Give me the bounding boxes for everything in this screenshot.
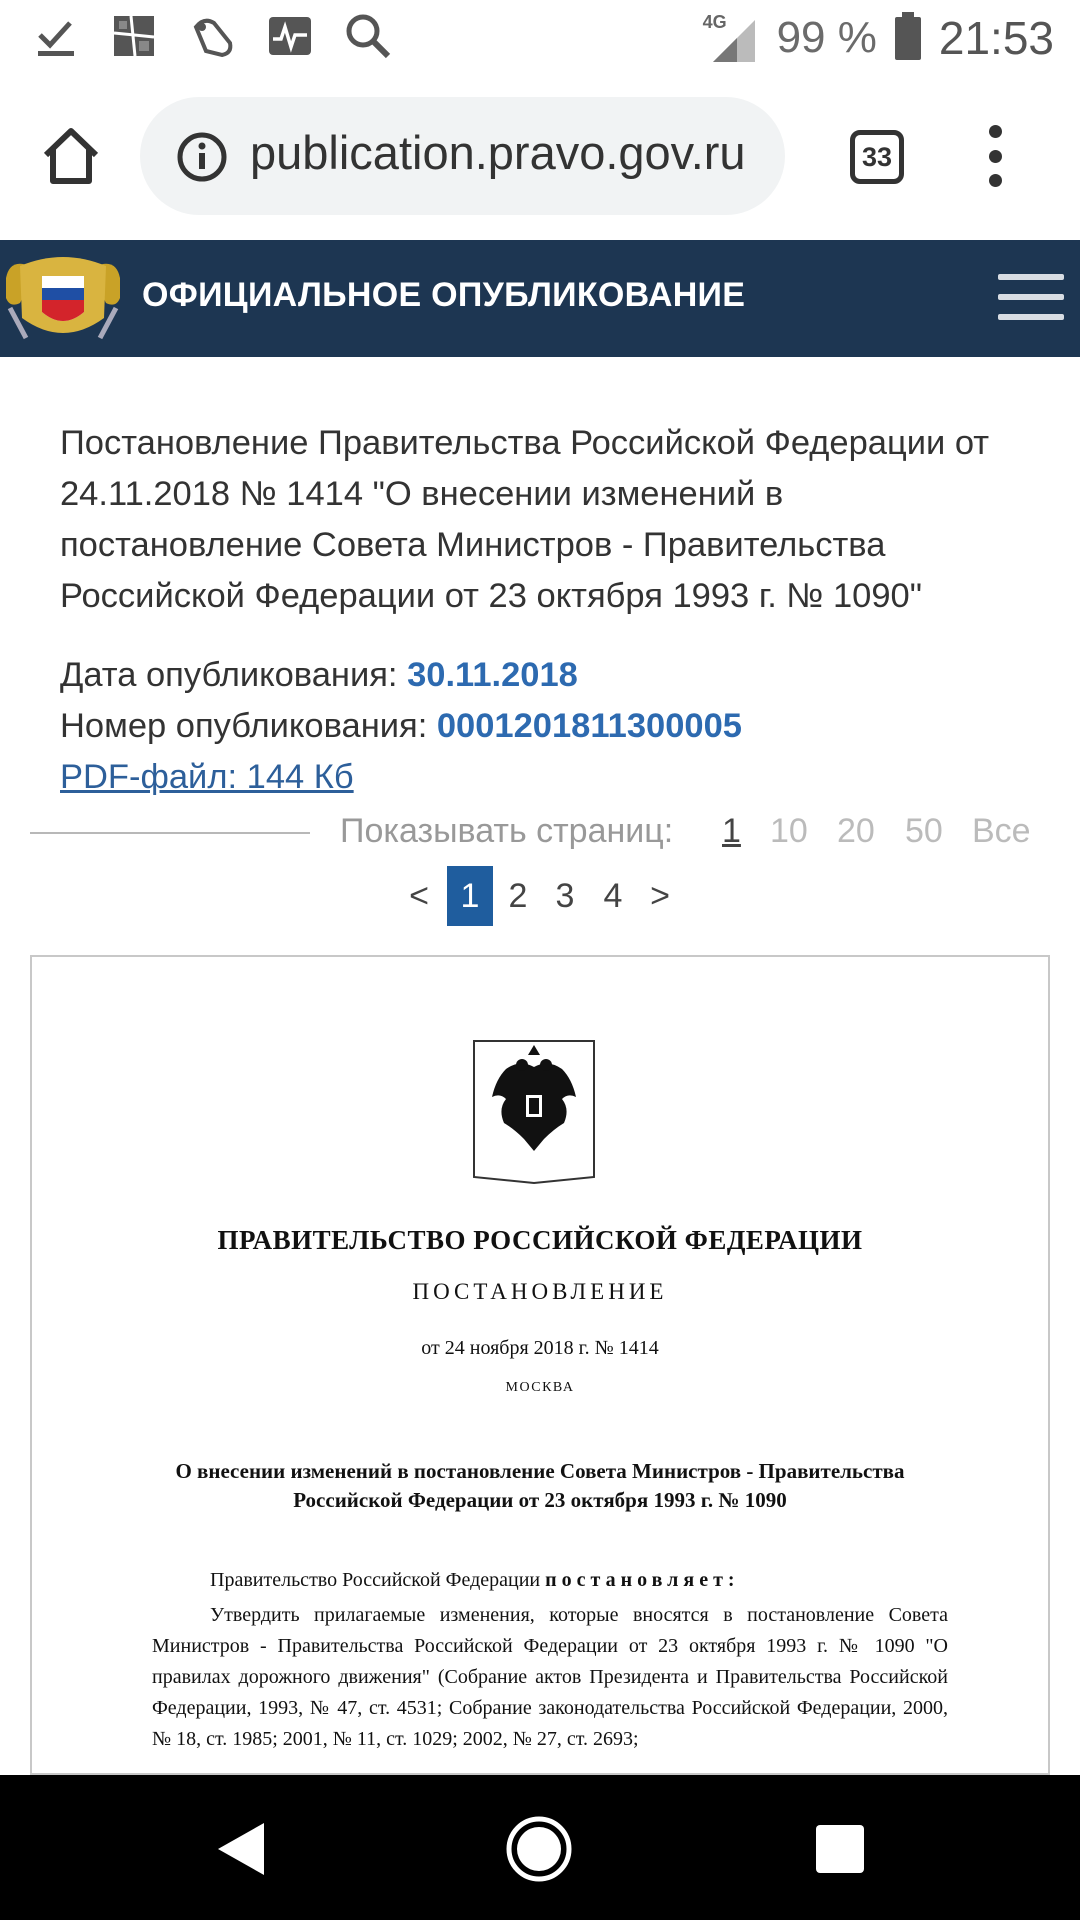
collage-icon <box>110 10 158 62</box>
home-nav-button[interactable] <box>505 1815 573 1883</box>
home-button[interactable] <box>40 125 102 187</box>
url-text[interactable]: publication.pravo.gov.ru <box>250 126 746 179</box>
back-button[interactable] <box>212 1819 272 1879</box>
pages-option-50[interactable]: 50 <box>905 812 943 850</box>
signal-icon <box>703 12 759 64</box>
preview-document-type: ПОСТАНОВЛЕНИЕ <box>412 1279 668 1304</box>
site-logo-emblem-icon[interactable] <box>0 248 126 348</box>
clock: 21:53 <box>938 12 1054 64</box>
preview-preamble-bold: постановляет: <box>545 1569 740 1591</box>
pager-page-2[interactable]: 2 <box>508 877 528 915</box>
publication-number <box>60 707 742 746</box>
pagination <box>0 866 1080 926</box>
coat-of-arms-icon <box>472 1039 596 1184</box>
home-icon <box>40 125 102 187</box>
browser-toolbar <box>0 75 1080 240</box>
hamburger-line-icon <box>998 314 1064 320</box>
site-title[interactable]: ОФИЦИАЛЬНОЕ ОПУБЛИКОВАНИЕ <box>142 276 746 314</box>
pages-option-10[interactable]: 10 <box>770 812 808 850</box>
pdf-download-link[interactable]: PDF-файл: 144 Кб <box>60 758 354 796</box>
publication-date <box>60 656 578 695</box>
back-triangle-icon <box>212 1819 272 1879</box>
pages-per-view-label: Показывать страниц: <box>340 812 674 850</box>
menu-dot-icon <box>989 125 1002 138</box>
preview-preamble-text: Правительство Российской Федерации <box>210 1569 546 1591</box>
publication-number-label: Номер опубликования: <box>60 707 437 745</box>
menu-dot-icon <box>989 174 1002 187</box>
status-bar <box>0 0 1080 75</box>
tab-switcher-button[interactable]: 33 <box>850 130 904 184</box>
preview-date-line: от 24 ноября 2018 г. № 1414 <box>421 1337 659 1359</box>
info-icon[interactable] <box>176 131 228 183</box>
address-bar[interactable] <box>140 97 785 215</box>
touch-icon <box>188 10 236 62</box>
network-type: 4G <box>702 12 727 32</box>
pages-per-view-selector <box>30 805 1050 861</box>
hamburger-line-icon <box>998 294 1064 300</box>
divider <box>30 832 310 834</box>
preview-body-text: Утвердить прилагаемые изменения, которые вносятся в постановление Совета Министров - Правительства Российской Федерации от 23 октября 1993 г. № 1090 "О правилах дорожного движения" (Собрание актов Президента и Правительства Российской Федерации, 1993, № 47, ст. 4531; Собрание законодательства Российской Федерации, 2000, № 18, ст. 1985; 2001, № 11, ст. 1029; 2002, № 27, ст. 2693; <box>152 1604 948 1750</box>
pager-next-button[interactable]: > <box>650 877 670 915</box>
search-icon <box>344 10 392 62</box>
battery-icon <box>895 12 921 65</box>
pager-page-4[interactable]: 4 <box>603 877 623 915</box>
home-circle-icon <box>505 1815 573 1883</box>
document-title: Постановление Правительства Российской Федерации от 24.11.2018 № 1414 "О внесении изменений в постановление Совета Министров - Правительства Российской Федерации от 23 октября 1993 г. № 1090" <box>60 424 990 615</box>
system-navigation-bar <box>0 1775 1080 1920</box>
preview-government-title: ПРАВИТЕЛЬСТВО РОССИЙСКОЙ ФЕДЕРАЦИИ <box>217 1225 863 1255</box>
document-page-preview[interactable] <box>30 955 1050 1775</box>
hamburger-line-icon <box>998 274 1064 280</box>
check-icon <box>32 10 80 62</box>
publication-date-label: Дата опубликования: <box>60 656 408 694</box>
publication-date-value: 30.11.2018 <box>407 656 578 694</box>
pages-option-20[interactable]: 20 <box>837 812 875 850</box>
activity-icon <box>266 10 314 62</box>
preview-city: МОСКВА <box>505 1380 575 1395</box>
recent-apps-button[interactable] <box>816 1825 864 1873</box>
pager-prev-button[interactable]: < <box>409 877 429 915</box>
site-header <box>0 240 1080 357</box>
publication-number-value: 0001201811300005 <box>436 707 742 745</box>
pages-option-all[interactable]: Все <box>972 812 1031 850</box>
pager-page-3[interactable]: 3 <box>555 877 575 915</box>
browser-menu-button[interactable] <box>980 125 1010 187</box>
pager-page-1[interactable]: 1 <box>447 866 493 926</box>
preview-preamble <box>210 1569 740 1592</box>
pages-option-1[interactable]: 1 <box>722 812 741 850</box>
preview-subject: О внесении изменений в постановление Совета Министров - Правительства Российской Федерации от 23 октября 1993 г. № 1090 <box>175 1459 905 1512</box>
site-menu-button[interactable] <box>998 274 1064 320</box>
battery-percent: 99 % <box>776 13 877 62</box>
menu-dot-icon <box>989 150 1002 163</box>
